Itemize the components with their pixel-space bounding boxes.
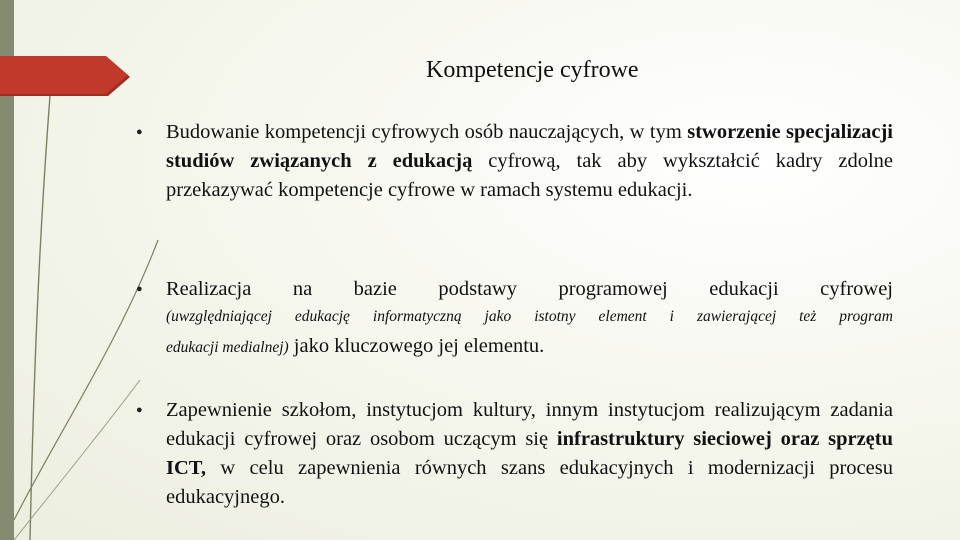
title-tab (0, 56, 128, 94)
bullet-item (136, 118, 893, 205)
bullet-text: Zapewnienie szkołom, instytucjom kultury, innym instytucjom realizującym zadania edukacji cyfrowej oraz osobom uczącym się infrastruktury sieciowej oraz sprzętu ICT, w celu zapewnienia równych szans edukacyjnych i modernizacji procesu edukacyjnego. (166, 399, 894, 508)
bullet-line: Realizacja na bazie podstawy programowej edukacji cyfrowej (166, 278, 893, 300)
bullet-item (136, 275, 893, 365)
bullet-text (166, 275, 893, 365)
slide-title: Kompetencje cyfrowe (426, 57, 639, 83)
bullet-text: Budowanie kompetencji cyfrowych osób nauczających, w tym stworzenie specjalizacji studiów związanych z edukacją cyfrową, tak aby wykształcić kadry zdolne przekazywać kompetencje cyfrowe w ramach systemu edukacji. (166, 121, 894, 201)
bullet-dot-icon: ● (136, 404, 143, 416)
bullet-dot-icon: ● (136, 126, 143, 138)
bullet-dot-icon: ● (136, 283, 143, 295)
bullet-italic-line: (uwzględniającej edukację informatyczną jako istotny element i zawierającej też program (166, 308, 893, 325)
bullet-item (136, 396, 893, 512)
bullet-last-line: edukacji medialnej) jako kluczowego jej elementu. (166, 335, 545, 357)
